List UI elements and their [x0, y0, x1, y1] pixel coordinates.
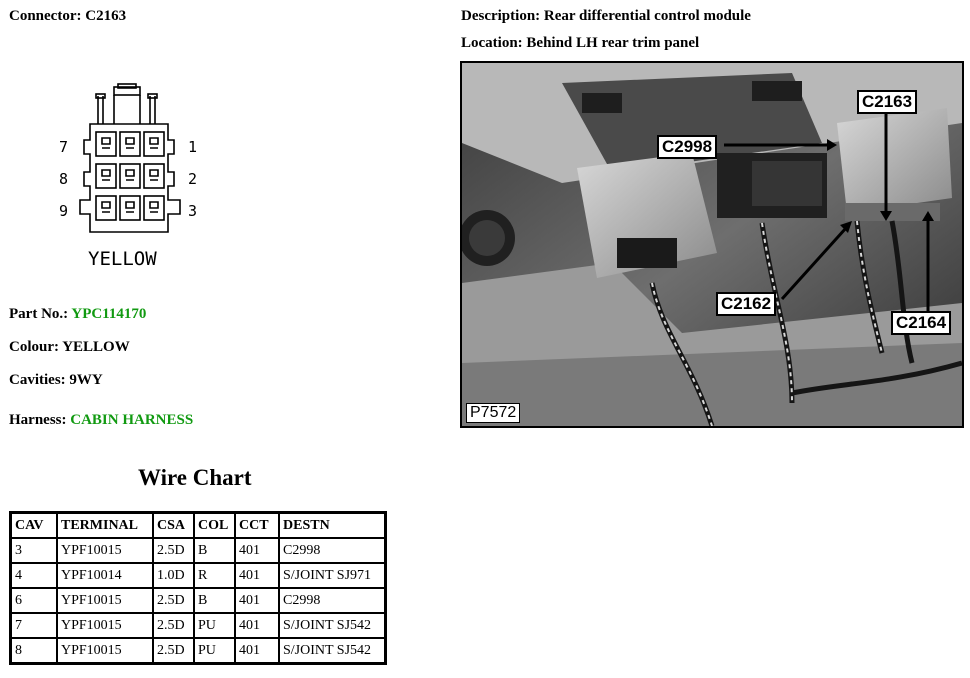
cell-terminal: YPF10015 — [57, 613, 153, 638]
connector-face-drawing — [50, 82, 210, 272]
cell-csa: 2.5D — [153, 538, 194, 563]
col-header-terminal: TERMINAL — [57, 513, 153, 538]
wire-chart-title: Wire Chart — [138, 465, 252, 490]
pin-label-2: 2 — [188, 170, 198, 188]
cell-csa: 2.5D — [153, 588, 194, 613]
col-header-destn: DESTN — [279, 513, 385, 538]
cell-col: B — [194, 588, 235, 613]
cell-cav: 8 — [11, 638, 57, 663]
callout-c2998: C2998 — [657, 135, 717, 159]
photo-code: P7572 — [466, 403, 520, 423]
description-label: Description: — [461, 8, 541, 24]
cell-col: PU — [194, 638, 235, 663]
col-header-csa: CSA — [153, 513, 194, 538]
wire-chart-table — [9, 511, 387, 665]
description-field — [461, 8, 751, 25]
colour-label: Colour: — [9, 339, 59, 355]
col-header-col: COL — [194, 513, 235, 538]
table-row — [11, 638, 385, 663]
cell-terminal: YPF10015 — [57, 538, 153, 563]
cell-csa: 1.0D — [153, 563, 194, 588]
pin-label-1: 1 — [188, 138, 198, 156]
part-no-field — [9, 306, 146, 323]
callout-c2163: C2163 — [857, 90, 917, 114]
part-no-label: Part No.: — [9, 306, 69, 322]
location-field — [461, 35, 699, 52]
cell-cav: 3 — [11, 538, 57, 563]
harness-field — [9, 412, 193, 429]
table-row — [11, 563, 385, 588]
location-value: Behind LH rear trim panel — [526, 35, 700, 51]
cell-col: R — [194, 563, 235, 588]
cell-cct: 401 — [235, 613, 279, 638]
col-header-cav: CAV — [11, 513, 57, 538]
cavities-value: 9WY — [69, 372, 103, 388]
connector-label: Connector: — [9, 8, 82, 24]
cell-terminal: YPF10015 — [57, 588, 153, 613]
description-value: Rear differential control module — [543, 8, 751, 24]
cavities-field — [9, 372, 103, 389]
cell-destn: S/JOINT SJ971 — [279, 563, 385, 588]
cell-col: B — [194, 538, 235, 563]
cell-cav: 6 — [11, 588, 57, 613]
cell-cav: 4 — [11, 563, 57, 588]
cell-terminal: YPF10014 — [57, 563, 153, 588]
cell-destn: S/JOINT SJ542 — [279, 638, 385, 663]
cell-col: PU — [194, 613, 235, 638]
cell-destn: C2998 — [279, 588, 385, 613]
colour-field — [9, 339, 130, 356]
pin-label-9: 9 — [59, 202, 69, 220]
cell-terminal: YPF10015 — [57, 638, 153, 663]
connector-value: C2163 — [85, 8, 127, 24]
connector-field — [9, 8, 126, 25]
harness-link[interactable]: CABIN HARNESS — [70, 412, 194, 428]
callout-c2164: C2164 — [891, 311, 951, 335]
cell-cct: 401 — [235, 563, 279, 588]
location-photo — [460, 61, 964, 428]
pin-label-3: 3 — [188, 202, 198, 220]
diagram-colour-text: YELLOW — [88, 248, 157, 270]
pin-label-8: 8 — [59, 170, 69, 188]
cavities-label: Cavities: — [9, 372, 66, 388]
wire-chart-header-row — [11, 513, 385, 538]
cell-cav: 7 — [11, 613, 57, 638]
connector-face-diagram — [50, 82, 210, 272]
pin-label-7: 7 — [59, 138, 69, 156]
cell-cct: 401 — [235, 588, 279, 613]
table-row — [11, 588, 385, 613]
callout-c2162: C2162 — [716, 292, 776, 316]
table-row — [11, 538, 385, 563]
table-row — [11, 613, 385, 638]
harness-label: Harness: — [9, 412, 67, 428]
cell-cct: 401 — [235, 638, 279, 663]
cell-destn: C2998 — [279, 538, 385, 563]
col-header-cct: CCT — [235, 513, 279, 538]
cell-csa: 2.5D — [153, 638, 194, 663]
part-no-link[interactable]: YPC114170 — [71, 306, 147, 322]
cell-cct: 401 — [235, 538, 279, 563]
cell-csa: 2.5D — [153, 613, 194, 638]
location-label: Location: — [461, 35, 523, 51]
colour-value: YELLOW — [62, 339, 130, 355]
cell-destn: S/JOINT SJ542 — [279, 613, 385, 638]
location-photo-image — [462, 63, 962, 426]
